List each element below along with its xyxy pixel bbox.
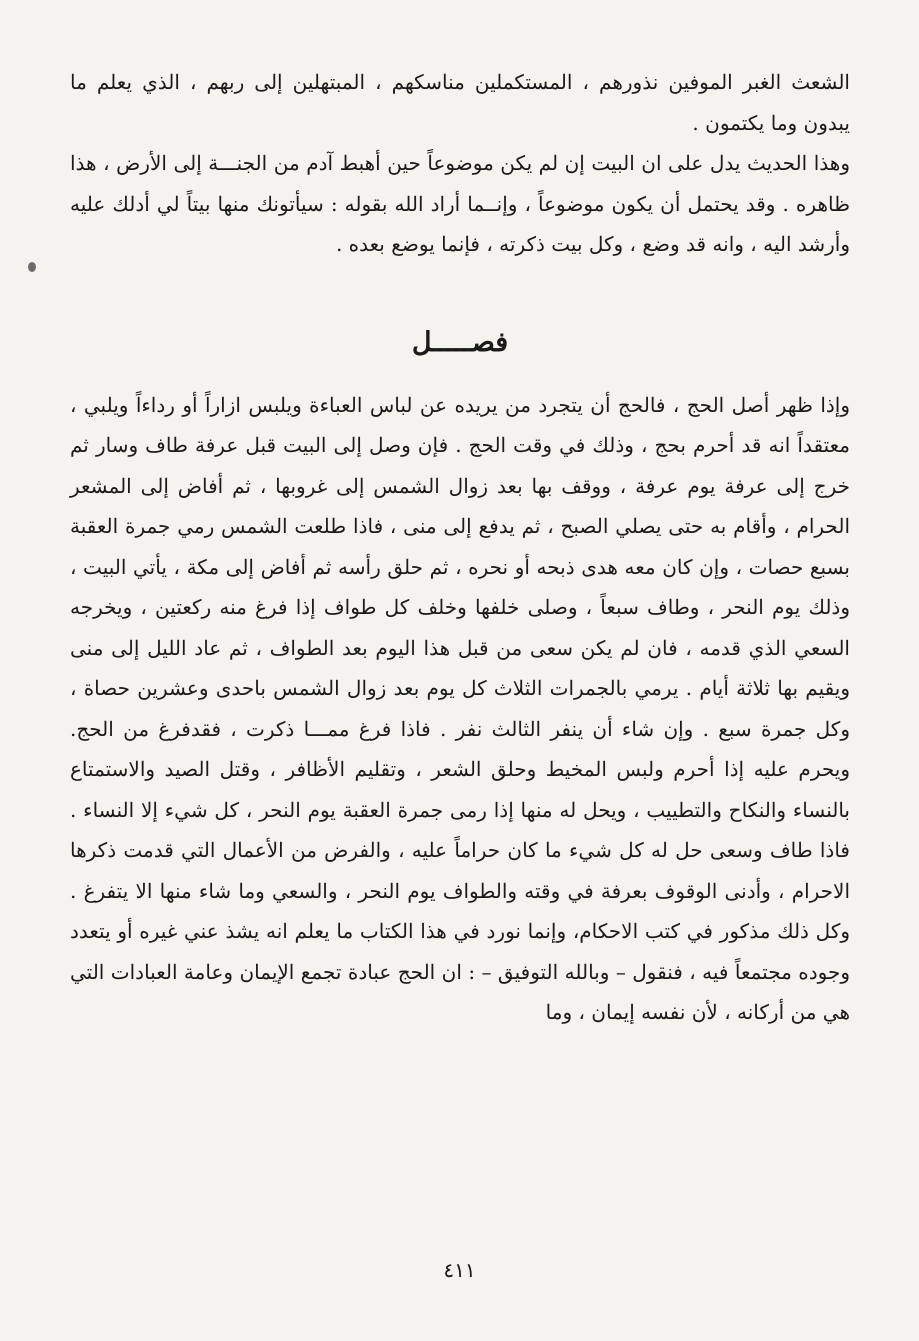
- paragraph-hadith-commentary: وهذا الحديث يدل على ان البيت إن لم يكن موضوعاً حين أهبط آدم من الجنـــة إلى الأرض ، هذا ظاهره . وقد يحتمل أن يكون موضوعاً ، وإنــما أراد الله بقوله : سيأتونك منها بيتاً لي أدلك عليه وأرشد اليه ، وانه قد وضع ، وكل بيت ذكرته ، فإنما يوضع بعده .: [70, 151, 850, 256]
- document-page: [70, 62, 850, 1312]
- paragraph-continuation: الشعث الغبر الموفين نذورهم ، المستكملين مناسكهم ، المبتهلين إلى ربهم ، الذي يعلم ما يبدون وما يكتمون .: [70, 70, 850, 135]
- margin-mark: [28, 262, 36, 272]
- section-heading: فصـــــل: [411, 326, 509, 358]
- paragraph-hajj-rites: وإذا ظهر أصل الحج ، فالحج أن يتجرد من يريده عن لباس العباءة ويلبس ازاراً أو رداءاً ويلبي ، معتقداً انه قد أحرم بحج ، وذلك في وقت الحج . فإن وصل إلى البيت قبل عرفة طاف وسار ثم خرج إلى عرفة يوم عرفة ، ووقف بها بعد زوال الشمس إلى غروبها ، ثم أفاض إلى المشعر الحرام ، وأقام به حتى يصلي الصبح ، ثم يدفع إلى منى ، فاذا طلعت الشمس رمي جمرة العقبة بسبع حصات ، وإن كان معه هدى ذبحه أو نحره ، ثم حلق رأسه ثم أفاض إلى مكة ، يأتي البيت ، وذلك يوم النحر ، وطاف سبعاً ، وصلى خلفها وخلف كل طواف إذا فرغ منه ركعتين ، ويخرجه السعي الذي قدمه ، فان لم يكن سعى من قبل هذا اليوم بعد الطواف ، ثم عاد الليل إلى منى ويقيم بها ثلاثة أيام . يرمي بالجمرات الثلاث كل يوم بعد زوال الشمس باحدى وعشرين حصاة ، وكل جمرة سبع . وإن شاء أن ينفر الثالث نفر . فاذا فرغ ممـــا ذكرت ، فقدفرغ من الحج. ويحرم عليه إذا أحرم ولبس المخيط وحلق الشعر ، وتقليم الأظافر ، وقتل الصيد والاستمتاع بالنساء والنكاح والتطييب ، ويحل له منها إذا رمى جمرة العقبة يوم النحر ، كل شيء إلا النساء . فاذا طاف وسعى حل له كل شيء ما كان حراماً عليه ، والفرض من الأعمال التي قدمت ذكرها الاحرام ، وأدنى الوقوف بعرفة في وقته والطواف يوم النحر ، والسعي وما شاء منها الا يتفرغ . وكل ذلك مذكور في كتب الاحكام، وإنما نورد في هذا الكتاب ما يعلم انه يشذ عني غيره أو يتعدد وجوده مجتمعاً فيه ، فنقول – وبالله التوفيق – : ان الحج عبادة تجمع الإيمان وعامة العبادات التي هي من أركانه ، لأن نفسه إيمان ، وما: [70, 392, 850, 1024]
- page-number: ٤١١: [443, 1258, 476, 1282]
